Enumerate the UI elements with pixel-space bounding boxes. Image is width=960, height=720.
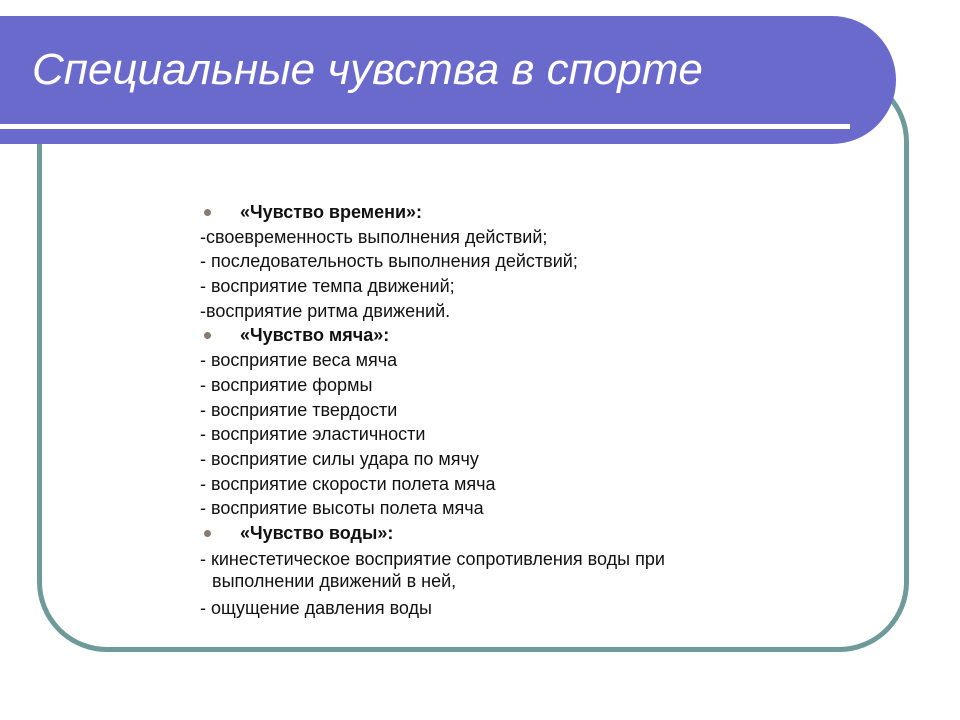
list-item: - восприятие твердости	[200, 399, 398, 420]
slide-content	[200, 200, 800, 620]
list-item: - восприятие формы	[200, 374, 373, 395]
bullet-icon	[204, 209, 211, 216]
slide-title: Специальные чувства в спорте	[32, 45, 703, 94]
bullet-icon	[204, 332, 211, 339]
list-item: - восприятие темпа движений;	[200, 276, 455, 297]
list-item: - последовательность выполнения действий;	[200, 251, 578, 272]
list-item: - восприятие эластичности	[200, 424, 426, 445]
section-heading-label: «Чувство воды»:	[240, 522, 394, 543]
section-heading-water	[200, 521, 800, 546]
list-item: - ощущение давления воды	[200, 597, 432, 618]
section-heading-time	[200, 200, 800, 225]
bullet-icon	[204, 530, 211, 537]
section-heading-label: «Чувство времени»:	[240, 202, 423, 222]
list-item: - восприятие веса мяча	[200, 350, 398, 371]
list-item: -восприятие ритма движений.	[200, 300, 451, 321]
list-item: - восприятие высоты полета мяча	[200, 498, 484, 519]
list-item: - восприятие скорости полета мяча	[200, 473, 496, 494]
title-underline	[0, 124, 850, 129]
list-item: - восприятие силы удара по мячу	[200, 448, 479, 469]
list-item: -своевременность выполнения действий;	[200, 226, 548, 247]
list-item: - кинестетическое восприятие сопротивления воды при выполнении движений в ней,	[200, 548, 665, 591]
section-heading-label: «Чувство мяча»:	[240, 325, 390, 346]
section-heading-ball	[200, 323, 800, 348]
